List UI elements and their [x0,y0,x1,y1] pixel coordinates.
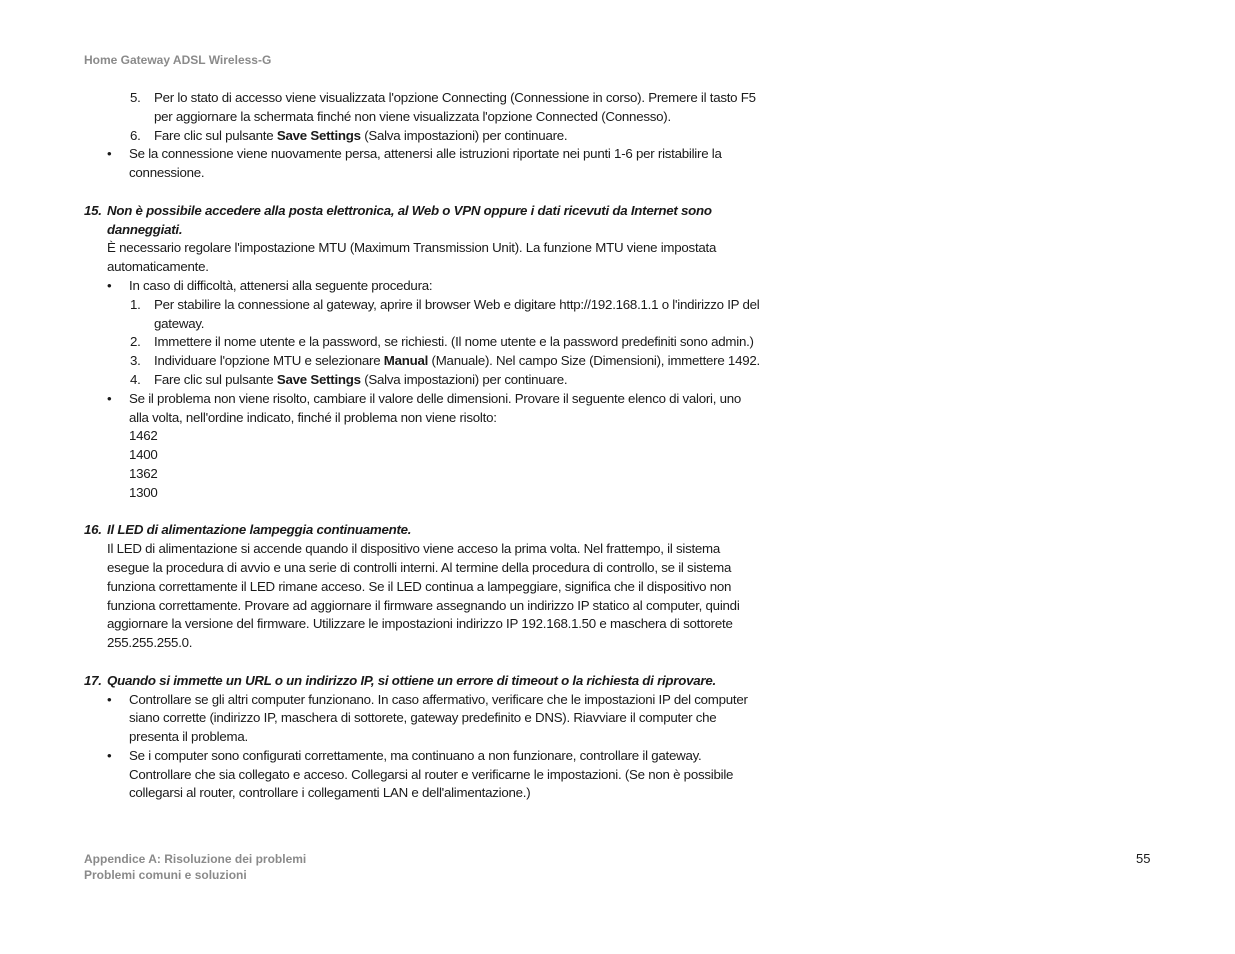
section-15 [84,202,764,503]
step-text: Fare clic sul pulsante [154,127,277,143]
section-heading [84,521,764,540]
bullet-text: Se i computer sono configurati correttamente, ma continuano a non funzionare, controllare il gateway. Controllare che sia collegato e acceso. Collegarsi al router e verificarne le impostazioni. (Se non è possibile collegarsi al router, controllare i collegamenti LAN e dell'alimentazione.) [129,747,734,801]
section-heading [84,672,764,691]
section-title: Non è possibile accedere alla posta elettronica, al Web o VPN oppure i dati ricevuti da Internet sono danneggiati. [107,202,712,237]
section-bullets [84,691,764,804]
step-number: 4. [130,371,141,387]
step-text-after: (Salva impostazioni) per continuare. [360,127,568,143]
step-number: 2. [130,334,141,350]
section-bullets [84,390,764,428]
step-text: Individuare l'opzione MTU e selezionare [154,353,384,369]
section-number: 16. [84,522,102,538]
bullet-glyph: • [107,747,112,763]
document-body [84,89,764,803]
section-title: Quando si immette un URL o un indirizzo IP, si ottiene un errore di timeout o la richiesta di riprovare. [107,672,716,688]
section-title: Il LED di alimentazione lampeggia continuamente. [107,522,412,538]
step-number: 1. [130,296,141,312]
list-item [84,371,764,390]
list-item [84,390,764,428]
mtu-values [84,427,764,502]
list-item [84,352,764,371]
section-number: 15. [84,202,102,218]
step-number: 6. [130,127,141,143]
list-item [84,296,764,334]
step-text: Immettere il nome utente e la password, se richiesti. (Il nome utente e la password predefiniti sono admin.) [154,334,754,350]
bullet-glyph: • [107,691,112,707]
step-bold-text: Manual [383,353,429,369]
bullet-glyph: • [107,390,112,406]
page-footer [84,851,306,883]
section-17 [84,672,764,804]
list-item [84,89,764,127]
list-item [84,747,764,803]
section-heading [84,202,764,240]
list-item [84,333,764,352]
list-item [84,145,764,183]
footer-chapter: Appendice A: Risoluzione dei problemi [84,852,307,866]
footer-section: Problemi comuni e soluzioni [84,868,247,882]
step-bold-text: Save Settings [276,371,361,387]
mtu-value: 1362 [129,465,158,481]
step-number: 3. [130,353,141,369]
step-text: Fare clic sul pulsante [154,371,277,387]
bullet-glyph: • [107,277,112,293]
page-header: Home Gateway ADSL Wireless-G [84,53,272,67]
step-text-after: (Salva impostazioni) per continuare. [360,371,568,387]
section-bullets [84,277,764,296]
step-text: Per lo stato di accesso viene visualizzata l'opzione Connecting (Connessione in corso). Premere il tasto F5 per aggiornare la schermata finché non viene visualizzata l'opzione Connected (Connesso). [154,90,756,124]
section-body: È necessario regolare l'impostazione MTU (Maximum Transmission Unit). La funzione MTU viene impostata automaticamente. [107,240,717,275]
section-body: Il LED di alimentazione si accende quando il dispositivo viene acceso la prima volta. Nel frattempo, il sistema esegue la procedura di avvio e una serie di controlli interni. Al termine della procedura di controllo, se il sistema funziona correttamente il LED rimane acceso. Se il LED continua a lampeggiare, significa che il dispositivo non funziona correttamente. Provare ad aggiornare il firmware assegnando un indirizzo IP statico al computer, quindi aggiornare la versione del firmware. Utilizzare le impostazioni indirizzo IP 192.168.1.50 e maschera di sottorete 255.255.255.0. [107,541,740,651]
page-number: 55 [1136,851,1151,866]
step-number: 5. [130,90,141,105]
mtu-value: 1400 [129,447,158,463]
step-text-after: (Manuale). Nel campo Size (Dimensioni), immettere 1492. [428,353,760,369]
bullet-glyph: • [107,146,112,162]
bullet-text: Controllare se gli altri computer funzionano. In caso affermativo, verificare che le impostazioni IP del computer siano corrette (indirizzo IP, maschera di sottorete, gateway predefinito e DNS). Riavviare il computer che presenta il problema. [129,691,748,745]
section-number: 17. [84,672,102,688]
intro-steps [84,89,764,145]
intro-bullets [84,145,764,183]
section-16 [84,521,764,653]
bullet-text: Se il problema non viene risolto, cambiare il valore delle dimensioni. Provare il seguente elenco di valori, uno alla volta, nell'ordine indicato, finché il problema non viene risolto: [129,390,742,425]
step-text: Per stabilire la connessione al gateway, aprire il browser Web e digitare http://192.168.1.1 o l'indirizzo IP del gateway. [154,296,760,331]
list-item [84,277,764,296]
bullet-text: Se la connessione viene nuovamente persa, attenersi alle istruzioni riportate nei punti 1-6 per ristabilire la connessione. [129,146,722,181]
mtu-value: 1300 [129,484,158,500]
mtu-value: 1462 [129,428,158,444]
list-item [84,691,764,747]
step-bold-text: Save Settings [276,127,361,143]
bullet-text: In caso di difficoltà, attenersi alla seguente procedura: [129,277,433,293]
list-item [84,127,764,146]
section-steps [84,296,764,390]
